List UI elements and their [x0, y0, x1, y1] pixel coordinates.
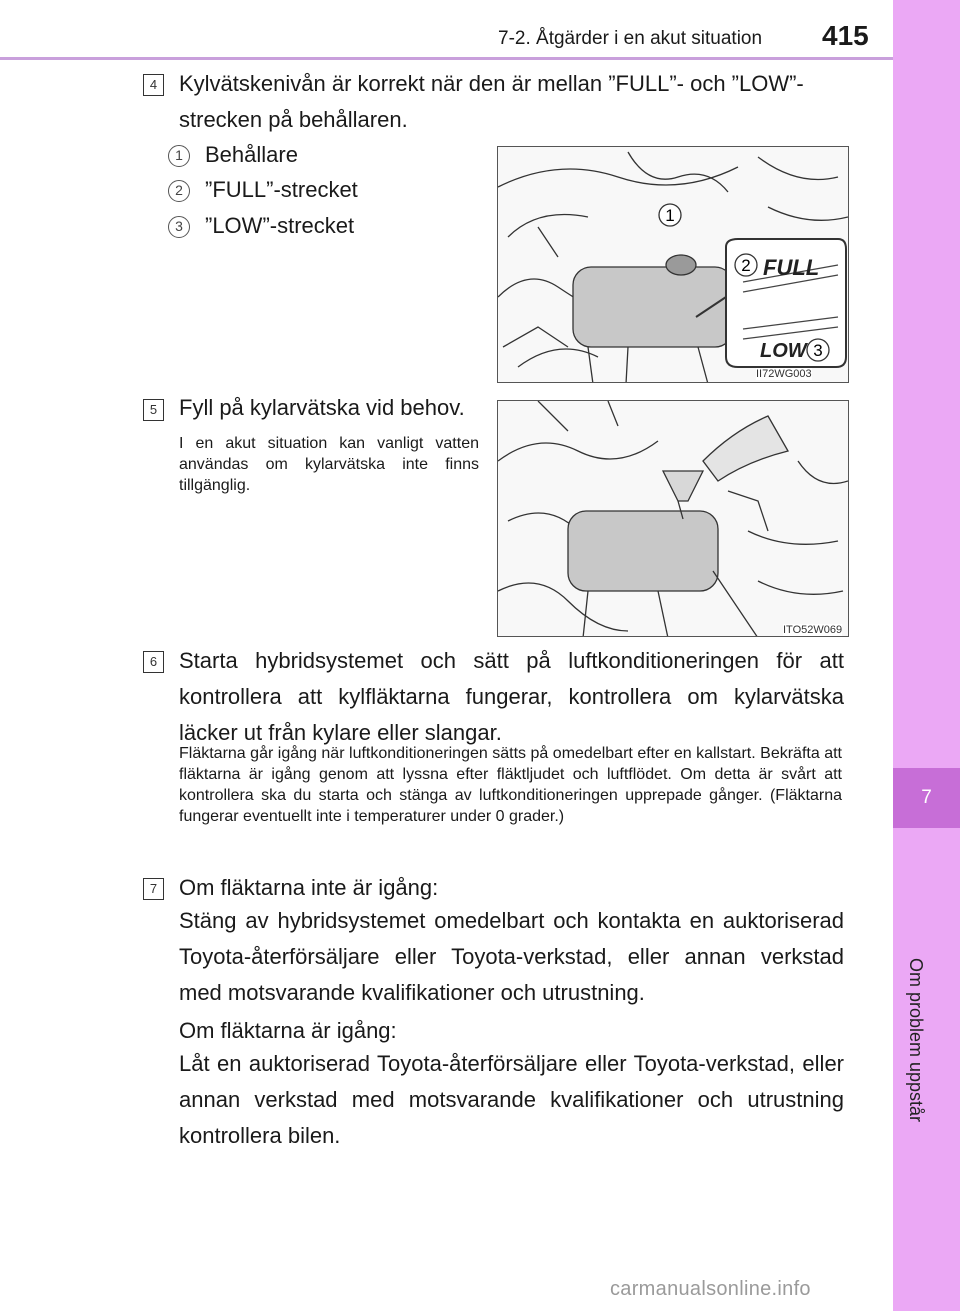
item-label-3: ”LOW”-strecket: [205, 213, 355, 238]
step-number-4: 4: [143, 74, 164, 96]
step-7-text-1: Stäng av hybridsystemet omedelbart och kontakta en auktoriserad Toyota-återförsäljare eller Toyota-verkstad, eller annan verkstad med motsvarande kvalifikationer och utrustning.: [179, 908, 844, 1005]
step-4-text: Kylvätskenivån är korrekt när den är mellan ”FULL”- och ”LOW”-strecken på behållaren.: [179, 71, 804, 132]
item-label-2: ”FULL”-strecket: [205, 177, 358, 202]
header-divider: [0, 57, 893, 60]
item-number-2: 2: [168, 180, 190, 202]
coolant-refill-figure: [497, 400, 849, 637]
section-title: 7-2. Åtgärder i en akut situation: [498, 28, 763, 49]
full-mark-label: FULL: [763, 255, 820, 280]
item-number-3: 3: [168, 216, 190, 238]
figure-2-code: ITO52W069: [783, 624, 843, 636]
step-number-7: 7: [143, 878, 164, 900]
page-number: 415: [822, 20, 869, 51]
low-mark-label: LOW: [760, 340, 807, 362]
step-5-note: I en akut situation kan vanligt vatten användas om kylarvätska inte finns tillgänglig.: [179, 435, 479, 494]
engine-bay-illustration: [498, 147, 849, 383]
step-number-5: 5: [143, 399, 164, 421]
step-7-condition-1: Om fläktarna inte är igång:: [179, 875, 439, 900]
step-6-text: Starta hybridsystemet och sätt på luftkonditioneringen för att kontrollera att kylfläktarna fungerar, kontrollera om kylarvätska läcker ut från kylare eller slangar.: [179, 648, 844, 745]
coolant-reservoir-figure: [497, 146, 849, 383]
step-number-6: 6: [143, 651, 164, 673]
step-7-condition-2: Om fläktarna är igång:: [179, 1018, 397, 1043]
step-5-text: Fyll på kylarvätska vid behov.: [179, 395, 465, 420]
callout-1: 1: [665, 206, 675, 225]
item-label-1: Behållare: [205, 142, 298, 167]
step-6-note: Fläktarna går igång när luftkonditioneringen sätts på omedelbart efter en kallstart. Bekräfta att fläktarna är igång genom att lyssna efter fläktljudet och luftflödet. Om detta är svårt att kontrollera ska du starta och stänga av luftkonditioneringen upprepade gånger. (Fläktarna fungerar eventuellt inte i temperaturer under 0 grader.): [179, 745, 842, 825]
chapter-number: 7: [893, 768, 960, 828]
refill-illustration: [498, 401, 849, 637]
chapter-title: [905, 880, 926, 1200]
figure-1-code: II72WG003: [756, 368, 812, 380]
chapter-title-text: Om problem uppstår: [906, 957, 926, 1123]
item-number-1: 1: [168, 145, 190, 167]
callout-3: 3: [813, 341, 823, 360]
chapter-side-tab: [893, 0, 960, 1311]
watermark: carmanualsonline.info: [610, 1278, 811, 1300]
step-7-text-2: Låt en auktoriserad Toyota-återförsäljare eller Toyota-verkstad, eller annan verkstad med motsvarande kvalifikationer och utrustning kontrollera bilen.: [179, 1051, 844, 1148]
callout-2: 2: [741, 256, 751, 275]
